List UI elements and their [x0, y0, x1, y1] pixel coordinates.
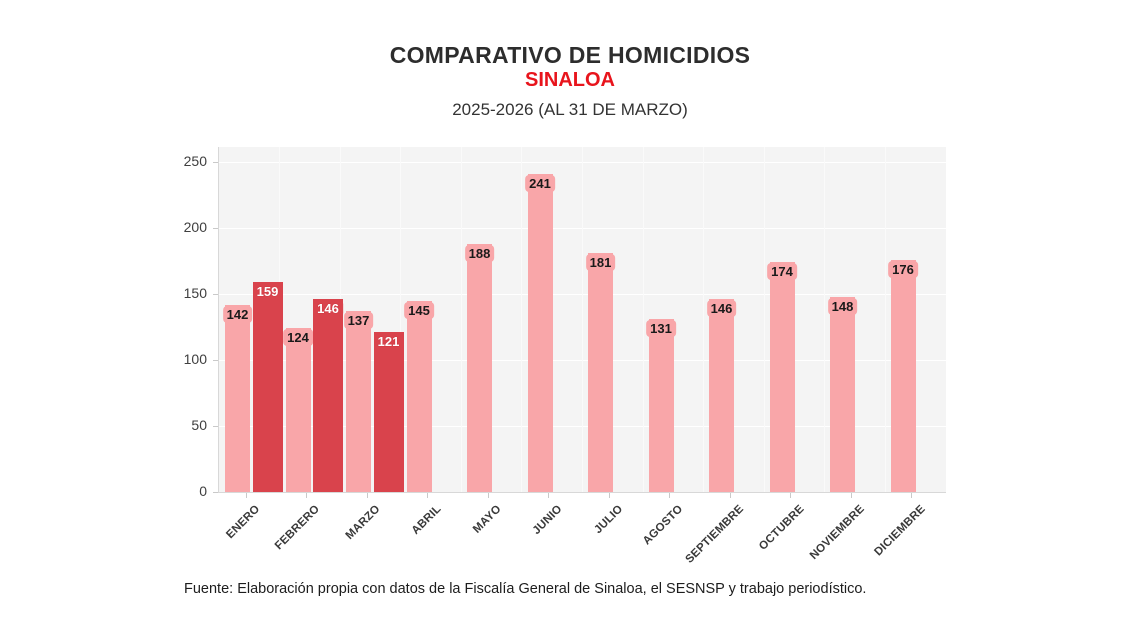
x-tick-mark [488, 493, 489, 498]
bar-value-2026-enero: 159 [253, 283, 283, 300]
y-axis-label: 150 [183, 285, 207, 301]
bar-value-2025-junio: 241 [525, 175, 555, 192]
bar-value-2026-marzo: 121 [374, 333, 404, 350]
y-axis-label: 100 [183, 351, 207, 367]
bar-value-2025-febrero: 124 [283, 329, 313, 346]
gridline-vertical [582, 147, 583, 492]
bar-2026-marzo [374, 332, 404, 492]
x-axis-label-enero: ENERO [223, 503, 262, 542]
source-note: Fuente: Elaboración propia con datos de la Fiscalía General de Sinaloa, el SESNSP y trabajo periodístico. [184, 581, 867, 597]
bar-value-2025-diciembre: 176 [888, 261, 918, 278]
gridline-vertical [885, 147, 886, 492]
bar-2025-septiembre [709, 299, 734, 492]
bar-2025-julio [588, 253, 613, 492]
x-tick-mark [548, 493, 549, 498]
bar-2025-noviembre [830, 297, 855, 492]
bar-2025-diciembre [891, 260, 916, 492]
bar-value-2025-noviembre: 148 [828, 298, 858, 315]
x-tick-mark [306, 493, 307, 498]
x-axis-label-septiembre: SEPTIEMBRE [683, 503, 746, 566]
gridline-vertical [824, 147, 825, 492]
gridline-vertical [703, 147, 704, 492]
x-axis-label-noviembre: NOVIEMBRE [807, 503, 867, 563]
chart-title: COMPARATIVO DE HOMICIDIOS [389, 42, 751, 68]
bar-value-2025-julio: 181 [586, 254, 616, 271]
x-tick-mark [790, 493, 791, 498]
bar-2025-febrero [286, 328, 311, 492]
bar-value-2025-mayo: 188 [465, 245, 495, 262]
y-axis-label: 0 [199, 483, 207, 499]
x-axis-label-junio: JUNIO [530, 503, 565, 538]
bar-2025-marzo [346, 311, 371, 492]
x-tick-mark [427, 493, 428, 498]
bar-2025-mayo [467, 244, 492, 492]
bar-value-2025-septiembre: 146 [707, 300, 737, 317]
y-axis [218, 147, 219, 493]
bar-value-2025-octubre: 174 [767, 263, 797, 280]
x-axis-label-febrero: FEBRERO [273, 503, 323, 553]
x-axis-label-abril: ABRIL [409, 503, 444, 538]
bar-value-2026-febrero: 146 [313, 300, 343, 317]
gridline-vertical [521, 147, 522, 492]
x-axis-label-julio: JULIO [591, 503, 625, 537]
x-tick-mark [730, 493, 731, 498]
x-tick-mark [367, 493, 368, 498]
bar-2025-abril [407, 301, 432, 492]
x-axis-label-diciembre: DICIEMBRE [872, 503, 928, 559]
x-tick-mark [669, 493, 670, 498]
y-axis-label: 50 [191, 417, 207, 433]
x-tick-mark [911, 493, 912, 498]
bar-2025-enero [225, 305, 250, 492]
bar-value-2025-enero: 142 [223, 306, 253, 323]
y-axis-label: 250 [183, 153, 207, 169]
chart-period: 2025-2026 (AL 31 DE MARZO) [452, 100, 688, 119]
x-tick-mark [246, 493, 247, 498]
bar-2025-octubre [770, 262, 795, 492]
bar-value-2025-abril: 145 [404, 302, 434, 319]
x-axis-label-mayo: MAYO [471, 503, 504, 536]
x-axis-label-agosto: AGOSTO [641, 503, 686, 548]
x-tick-mark [851, 493, 852, 498]
bar-2026-enero [253, 282, 283, 492]
x-axis [219, 492, 946, 493]
gridline-vertical [643, 147, 644, 492]
x-tick-mark [609, 493, 610, 498]
x-axis-label-octubre: OCTUBRE [756, 503, 807, 553]
chart-header [0, 42, 1140, 120]
gridline-vertical [764, 147, 765, 492]
bar-value-2025-marzo: 137 [344, 312, 374, 329]
chart-subtitle-state: SINALOA [525, 69, 615, 91]
x-axis-label-marzo: MARZO [343, 503, 383, 543]
bar-2025-junio [528, 174, 553, 492]
bar-2025-agosto [649, 319, 674, 492]
y-axis-label: 200 [183, 219, 207, 235]
gridline-vertical [461, 147, 462, 492]
bar-2026-febrero [313, 299, 343, 492]
bar-value-2025-agosto: 131 [646, 320, 676, 337]
